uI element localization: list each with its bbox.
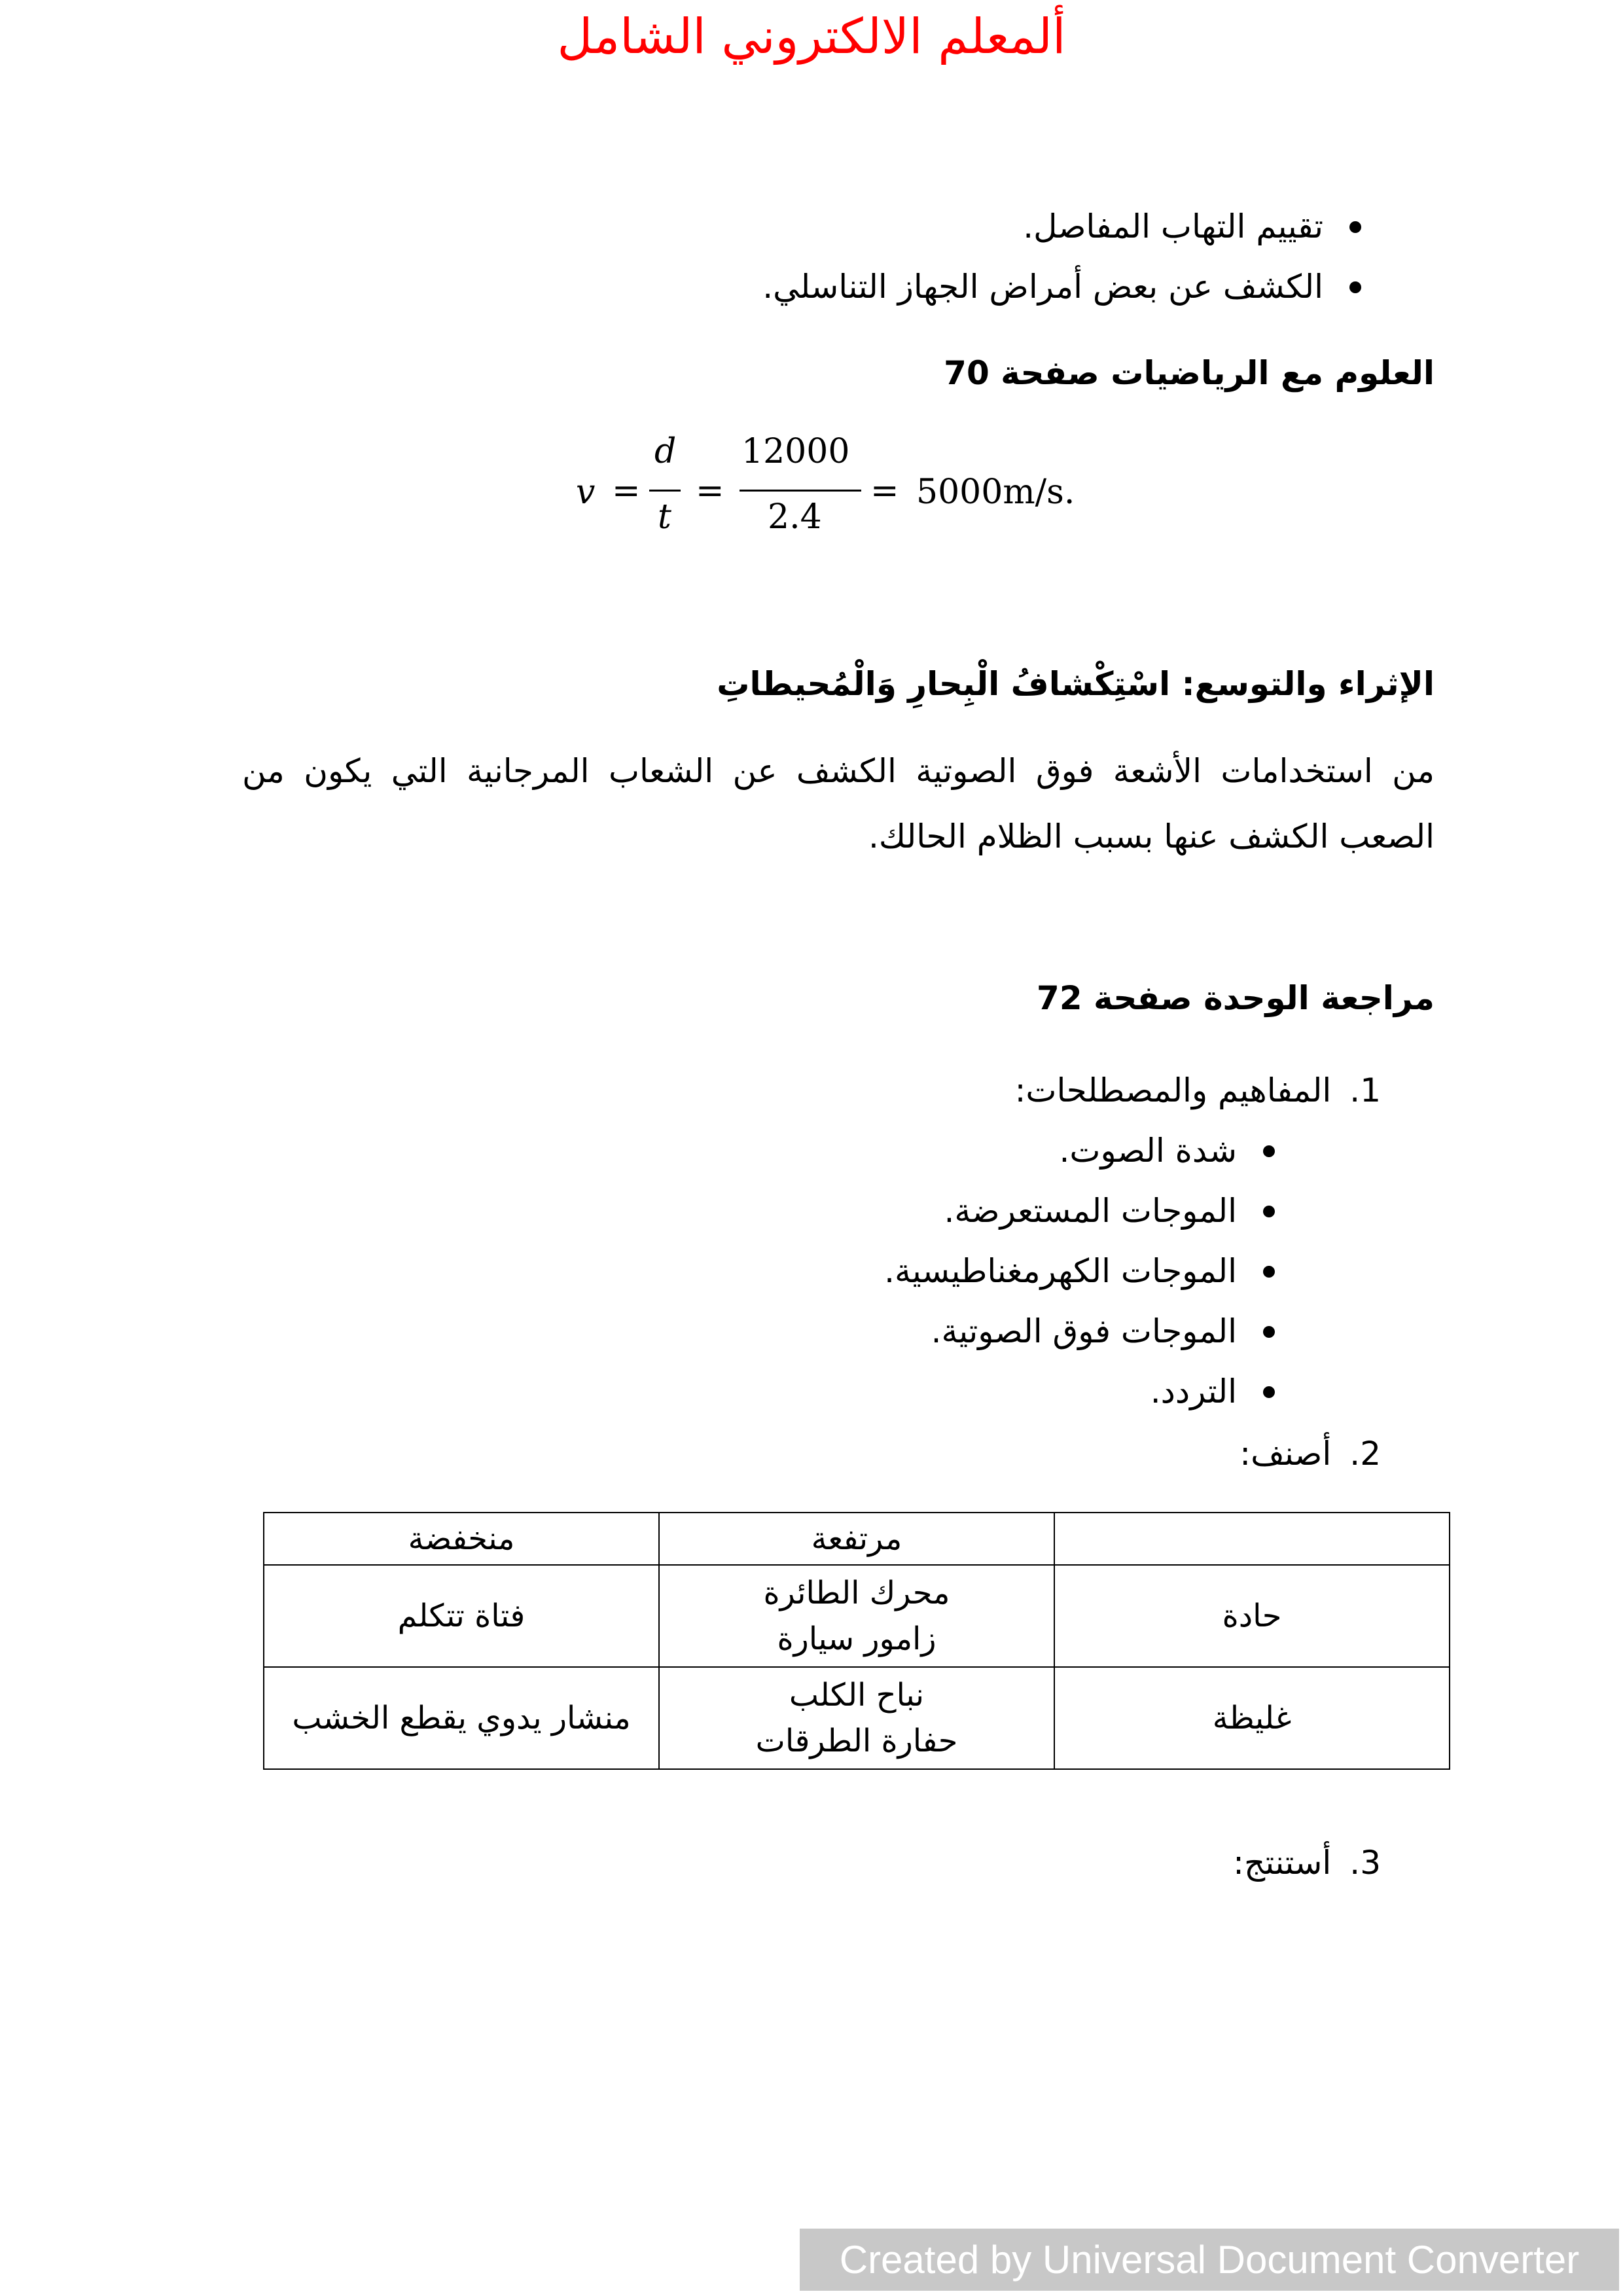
list-item — [762, 196, 1376, 257]
bullet-icon — [1349, 221, 1361, 233]
top-bullet-list — [762, 196, 1376, 317]
row-label-cell: غليظة — [1054, 1667, 1450, 1769]
list-item — [762, 257, 1376, 317]
item-number: 2. — [1349, 1435, 1381, 1473]
table-row — [264, 1565, 1450, 1667]
enrichment-paragraph: من استخدامات الأشعة فوق الصوتية الكشف عن الشعاب المرجانية التي يكون من الصعب الكشف عنها بسبب الظلام الحالك. — [242, 752, 1435, 855]
list-item-text: الموجات المستعرضة. — [944, 1192, 1237, 1230]
terms-list — [884, 1121, 1289, 1422]
formula-lhs: v — [576, 473, 596, 512]
list-item — [884, 1361, 1289, 1422]
row-label-cell: حادة — [1054, 1565, 1450, 1667]
low-pitch-cell: منشار يدوي يقطع الخشب — [264, 1667, 659, 1769]
review-item-2 — [1240, 1424, 1381, 1484]
converter-watermark: Created by Universal Document Converter — [800, 2229, 1619, 2291]
classification-table — [263, 1512, 1450, 1770]
velocity-formula — [563, 432, 1126, 550]
cell-line: زامور سيارة — [777, 1621, 936, 1657]
item-number: 3. — [1349, 1844, 1381, 1882]
table-header-cell — [1054, 1513, 1450, 1565]
fraction-bar — [649, 490, 681, 492]
list-item-text: التردد. — [1150, 1372, 1237, 1410]
equals-sign: = — [870, 471, 899, 511]
list-item-text: الموجات فوق الصوتية. — [931, 1312, 1237, 1350]
table-header-cell: منخفضة — [264, 1513, 659, 1565]
bullet-icon — [1263, 1386, 1275, 1398]
bullet-icon — [1263, 1266, 1275, 1278]
fraction-bar — [740, 490, 861, 492]
list-item-text: شدة الصوت. — [1059, 1132, 1237, 1170]
low-pitch-cell: فتاة تتكلم — [264, 1565, 659, 1667]
item-label: المفاهيم والمصطلحات: — [1014, 1071, 1332, 1109]
cell-line: نباح الكلب — [789, 1677, 925, 1713]
bullet-icon — [1263, 1206, 1275, 1217]
formula-result: 5000m/s. — [916, 473, 1075, 512]
item-label: أستنتج: — [1233, 1844, 1332, 1882]
list-item — [884, 1301, 1289, 1361]
high-pitch-cell — [659, 1565, 1054, 1667]
cell-line: حفارة الطرقات — [755, 1723, 958, 1759]
equals-sign: = — [612, 471, 641, 511]
list-item — [884, 1181, 1289, 1241]
table-header-row — [264, 1513, 1450, 1565]
list-item-text: الموجات الكهرمغناطيسية. — [884, 1252, 1237, 1290]
formula-denominator: 2.4 — [768, 497, 822, 537]
table-header-cell: مرتفعة — [659, 1513, 1054, 1565]
unit-review-heading: مراجعة الوحدة صفحة 72 — [1037, 979, 1435, 1017]
science-math-heading: العلوم مع الرياضيات صفحة 70 — [944, 354, 1435, 392]
formula-denominator: t — [658, 497, 671, 537]
list-item — [884, 1241, 1289, 1301]
item-number: 1. — [1349, 1071, 1381, 1109]
bullet-icon — [1263, 1326, 1275, 1338]
table-row — [264, 1667, 1450, 1769]
review-item-3 — [1233, 1833, 1381, 1893]
bullet-icon — [1349, 281, 1361, 293]
cell-line: محرك الطائرة — [763, 1575, 950, 1611]
item-label: أصنف: — [1240, 1435, 1332, 1473]
formula-numerator: 12000 — [741, 432, 850, 471]
formula-numerator: d — [654, 432, 677, 471]
review-item-1 — [1015, 1060, 1381, 1121]
list-item — [884, 1121, 1289, 1181]
site-title: ألمعلم الالكتروني الشامل — [557, 9, 1066, 65]
enrichment-heading: الإثراء والتوسع: اسْتِكْشافُ الْبِحارِ وَالْمُحيطاتِ — [717, 665, 1435, 703]
list-item-text: تقييم التهاب المفاصل. — [1023, 207, 1323, 245]
bullet-icon — [1263, 1145, 1275, 1157]
list-item-text: الكشف عن بعض أمراض الجهاز التناسلي. — [762, 268, 1323, 306]
high-pitch-cell — [659, 1667, 1054, 1769]
equals-sign: = — [696, 471, 724, 511]
